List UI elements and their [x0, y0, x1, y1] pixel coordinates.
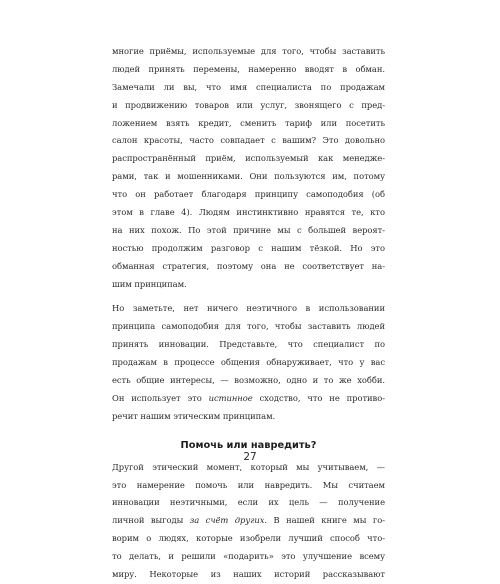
paragraph-1 — [112, 43, 385, 293]
text-line-with-emphasis — [112, 390, 385, 408]
text-line: принять инновации. Представьте, что специалист по — [112, 339, 385, 350]
text-line: есть общие интересы, — возможно, одно и то же хобби. — [112, 375, 385, 386]
text-line: инновации неэтичными, если их цель — получение — [112, 497, 385, 508]
text-line: салон красоты, часто совпадает с вашим? Это довольно — [112, 135, 385, 146]
section-heading: Помочь или навредить? — [180, 439, 317, 451]
text-fragment: Он использует это — [112, 392, 209, 403]
text-line: речит нашим этическим принципам. — [112, 410, 276, 421]
page-body — [112, 43, 385, 584]
text-line: Другой этический момент, который мы учитываем, — — [112, 461, 385, 472]
text-line: продажам в процессе общения обнаруживает, что у вас — [112, 357, 385, 368]
text-line: ворим о людях, которые изобрели лучший способ что- — [112, 533, 385, 544]
text-line: людей принять перемены, намеренно вводят в обман. — [112, 63, 385, 74]
text-line: многие приёмы, используемые для того, чтобы заставить — [112, 46, 385, 56]
text-line: обманная стратегия, поэтому она не соответствует на- — [112, 260, 385, 271]
text-line: Но заметьте, нет ничего неэтичного в использовании — [112, 303, 385, 314]
paragraph-3 — [112, 459, 385, 584]
text-line: принципа самоподобия для того, чтобы заставить людей — [112, 321, 385, 332]
emphasis-text: за счёт других — [189, 515, 265, 526]
text-line: миру. Некоторые из наших историй рассказывают — [112, 569, 385, 580]
paragraph-2 — [112, 300, 385, 425]
text-line: и продвижению товаров или услуг, звонящего с пред- — [112, 99, 385, 110]
text-fragment: личной выгоды — [112, 515, 190, 526]
text-line: ложением взять кредит, сменить тариф или посетить — [112, 117, 385, 128]
page-number: 27 — [243, 451, 257, 463]
text-line: Замечали ли вы, что имя специалиста по продажам — [112, 81, 385, 92]
text-fragment: сходство, что не противо- — [252, 392, 385, 403]
text-line: рами, так и мошенниками. Они пользуются им, потому — [112, 171, 385, 182]
text-line-with-emphasis — [112, 512, 385, 530]
text-fragment: . В нашей книге мы го- — [264, 515, 385, 526]
text-line: ностью продолжим разговор с нашим тёзкой. Но это — [112, 242, 385, 253]
text-line: что он работает благодаря принципу самоподобия (об — [112, 189, 385, 200]
text-line: на них похож. По этой причине мы с большей вероят- — [112, 224, 385, 235]
text-line: распространённый приём, используемый как менедже- — [112, 153, 385, 164]
text-line: это намерение помочь или навредить. Мы считаем — [112, 479, 385, 490]
emphasis-text: истинное — [208, 392, 253, 403]
text-line: этом в главе 4). Людям инстинктивно нравятся те, кто — [112, 207, 385, 218]
text-line: шим принципам. — [112, 278, 187, 289]
text-line: то делать, и решили «подарить» это улучшение всему — [112, 551, 385, 562]
